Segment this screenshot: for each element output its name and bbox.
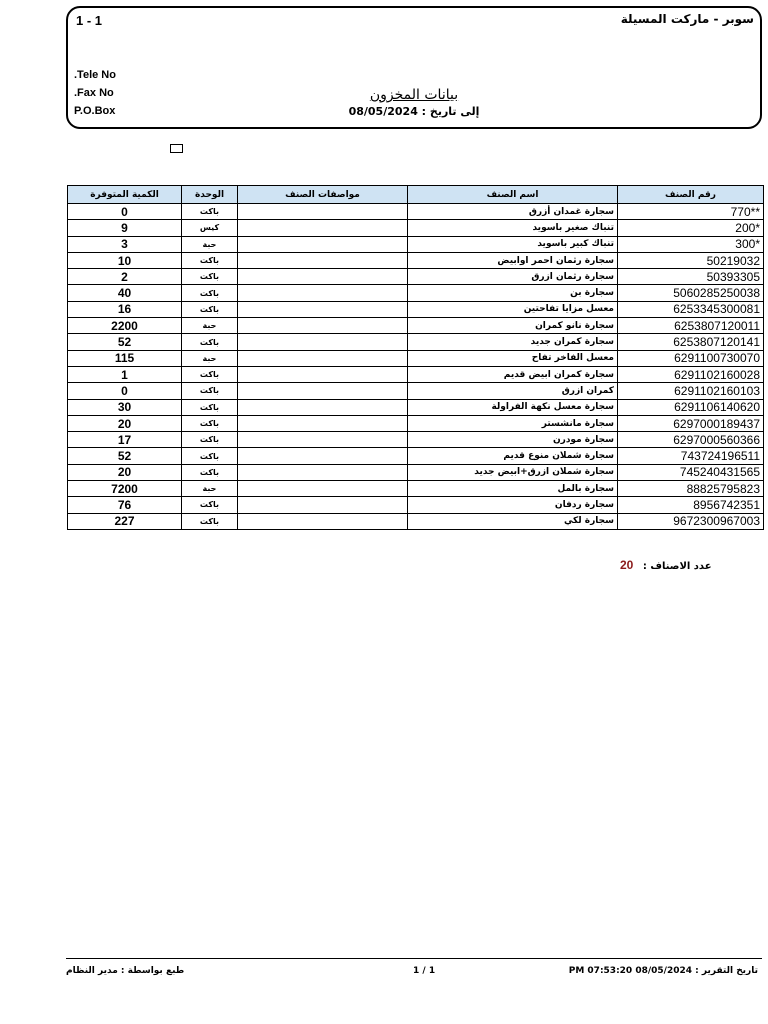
footer-divider <box>66 958 762 959</box>
page-label: 1 - 1 <box>76 13 103 28</box>
cell-spec <box>238 334 408 350</box>
cell-name: سجارة مودرن <box>408 432 618 448</box>
cell-qty: 17 <box>68 432 182 448</box>
table-row <box>68 318 764 334</box>
cell-unit: باكت <box>182 464 238 480</box>
store-name: سوبر - ماركت المسيلة <box>620 12 754 26</box>
column-header-unit: الوحدة <box>182 186 238 204</box>
report-timestamp: تاريخ التقرير : PM 07:53:20 08/05/2024 <box>568 966 758 976</box>
table-row <box>68 448 764 464</box>
cell-name: تنباك صغير باسويد <box>408 220 618 236</box>
cell-code: 743724196511 <box>618 448 764 464</box>
cell-code: 6297000560366 <box>618 432 764 448</box>
cell-unit: كيس <box>182 220 238 236</box>
cell-name: سجارة رثمان احمر اوابيض <box>408 252 618 268</box>
cell-name: سجارة شملان ازرق+ابيض جديد <box>408 464 618 480</box>
cell-qty: 52 <box>68 334 182 350</box>
report-title: بيانات المخزون <box>369 87 459 103</box>
cell-unit: حبة <box>182 236 238 252</box>
items-count-value: 20 <box>620 558 634 572</box>
cell-name: كمران ازرق <box>408 383 618 399</box>
cell-unit: باكت <box>182 269 238 285</box>
cell-name: سجارة كمران ابيض قديم <box>408 366 618 382</box>
cell-spec <box>238 366 408 382</box>
table-row <box>68 464 764 480</box>
cell-spec <box>238 252 408 268</box>
cell-name: تنباك كبير باسويد <box>408 236 618 252</box>
table-row <box>68 399 764 415</box>
table-row <box>68 350 764 366</box>
cell-code: 300* <box>618 236 764 252</box>
cell-code: 6291106140620 <box>618 399 764 415</box>
cell-code: 6297000189437 <box>618 415 764 431</box>
pobox-label: P.O.Box <box>74 105 116 117</box>
column-header-code: رقم الصنف <box>618 186 764 204</box>
cell-spec <box>238 269 408 285</box>
cell-qty: 76 <box>68 497 182 513</box>
table-row <box>68 513 764 529</box>
cell-code: 5060285250038 <box>618 285 764 301</box>
table-row <box>68 301 764 317</box>
cell-qty: 2200 <box>68 318 182 334</box>
cell-spec <box>238 432 408 448</box>
cell-unit: باكت <box>182 204 238 220</box>
cell-spec <box>238 464 408 480</box>
cell-name: سجارة بن <box>408 285 618 301</box>
cell-code: 745240431565 <box>618 464 764 480</box>
cell-code: 6253345300081 <box>618 301 764 317</box>
cell-name: سجارة نانو كمران <box>408 318 618 334</box>
printed-by: طبع بواسطة : مدير النظام <box>66 966 185 976</box>
cell-unit: باكت <box>182 497 238 513</box>
cell-qty: 1 <box>68 366 182 382</box>
cell-spec <box>238 383 408 399</box>
cell-name: سجارة مانشستر <box>408 415 618 431</box>
table-row <box>68 366 764 382</box>
cell-code: 8956742351 <box>618 497 764 513</box>
table-row <box>68 252 764 268</box>
column-header-name: اسم الصنف <box>408 186 618 204</box>
table-row <box>68 236 764 252</box>
table-row <box>68 383 764 399</box>
cell-unit: باكت <box>182 285 238 301</box>
cell-name: سجارة كمران جديد <box>408 334 618 350</box>
cell-code: 6253807120141 <box>618 334 764 350</box>
cell-spec <box>238 415 408 431</box>
cell-code: 770** <box>618 204 764 220</box>
cell-qty: 3 <box>68 236 182 252</box>
cell-qty: 20 <box>68 464 182 480</box>
column-header-spec: مواصفات الصنف <box>238 186 408 204</box>
cell-spec <box>238 301 408 317</box>
cell-spec <box>238 285 408 301</box>
cell-unit: باكت <box>182 252 238 268</box>
cell-unit: باكت <box>182 366 238 382</box>
cell-spec <box>238 448 408 464</box>
cell-unit: باكت <box>182 448 238 464</box>
cell-name: سجارة معسل نكهة الفراولة <box>408 399 618 415</box>
cell-qty: 20 <box>68 415 182 431</box>
cell-code: 50393305 <box>618 269 764 285</box>
cell-spec <box>238 236 408 252</box>
cell-qty: 115 <box>68 350 182 366</box>
table-row <box>68 204 764 220</box>
cell-spec <box>238 481 408 497</box>
cell-code: 88825795823 <box>618 481 764 497</box>
cell-unit: باكت <box>182 383 238 399</box>
cell-code: 6291102160103 <box>618 383 764 399</box>
cell-unit: حبة <box>182 481 238 497</box>
table-row <box>68 285 764 301</box>
table-row <box>68 432 764 448</box>
cell-unit: حبة <box>182 350 238 366</box>
items-count-label: عدد الاصناف : <box>642 561 712 572</box>
cell-name: سجارة رثمان ازرق <box>408 269 618 285</box>
table-row <box>68 497 764 513</box>
cell-qty: 0 <box>68 383 182 399</box>
small-checkbox[interactable] <box>170 144 183 153</box>
cell-name: سجارة بالمل <box>408 481 618 497</box>
cell-qty: 9 <box>68 220 182 236</box>
table-row <box>68 220 764 236</box>
cell-name: سجارة ردفان <box>408 497 618 513</box>
table-row <box>68 334 764 350</box>
cell-qty: 52 <box>68 448 182 464</box>
cell-unit: باكت <box>182 432 238 448</box>
cell-qty: 16 <box>68 301 182 317</box>
cell-spec <box>238 318 408 334</box>
cell-unit: باكت <box>182 513 238 529</box>
cell-qty: 2 <box>68 269 182 285</box>
cell-name: معسل الفاخر تفاح <box>408 350 618 366</box>
cell-code: 6253807120011 <box>618 318 764 334</box>
cell-spec <box>238 497 408 513</box>
cell-code: 9672300967003 <box>618 513 764 529</box>
cell-spec <box>238 204 408 220</box>
table-row <box>68 269 764 285</box>
cell-qty: 227 <box>68 513 182 529</box>
cell-code: 6291100730070 <box>618 350 764 366</box>
items-count <box>620 558 712 572</box>
report-header <box>66 6 762 129</box>
cell-qty: 40 <box>68 285 182 301</box>
cell-spec <box>238 399 408 415</box>
cell-name: سجارة غمدان أزرق <box>408 204 618 220</box>
cell-code: 200* <box>618 220 764 236</box>
cell-name: سجارة لكي <box>408 513 618 529</box>
table-row <box>68 481 764 497</box>
table-header-row <box>68 186 764 204</box>
page-count: 1 / 1 <box>413 966 436 976</box>
cell-name: معسل مزايا تفاحتين <box>408 301 618 317</box>
cell-qty: 7200 <box>68 481 182 497</box>
tele-label: .Tele No <box>74 69 116 81</box>
cell-qty: 10 <box>68 252 182 268</box>
inventory-table <box>67 185 764 530</box>
cell-qty: 30 <box>68 399 182 415</box>
cell-unit: باكت <box>182 415 238 431</box>
cell-qty: 0 <box>68 204 182 220</box>
cell-spec <box>238 513 408 529</box>
report-date-range: إلى تاريخ : 08/05/2024 <box>348 105 480 118</box>
column-header-qty: الكمية المتوفرة <box>68 186 182 204</box>
cell-unit: باكت <box>182 399 238 415</box>
cell-unit: حبة <box>182 318 238 334</box>
fax-label: .Fax No <box>74 87 114 99</box>
cell-unit: باكت <box>182 334 238 350</box>
cell-code: 50219032 <box>618 252 764 268</box>
cell-spec <box>238 220 408 236</box>
cell-name: سجارة شملان منوع قديم <box>408 448 618 464</box>
cell-unit: باكت <box>182 301 238 317</box>
cell-spec <box>238 350 408 366</box>
cell-code: 6291102160028 <box>618 366 764 382</box>
table-row <box>68 415 764 431</box>
